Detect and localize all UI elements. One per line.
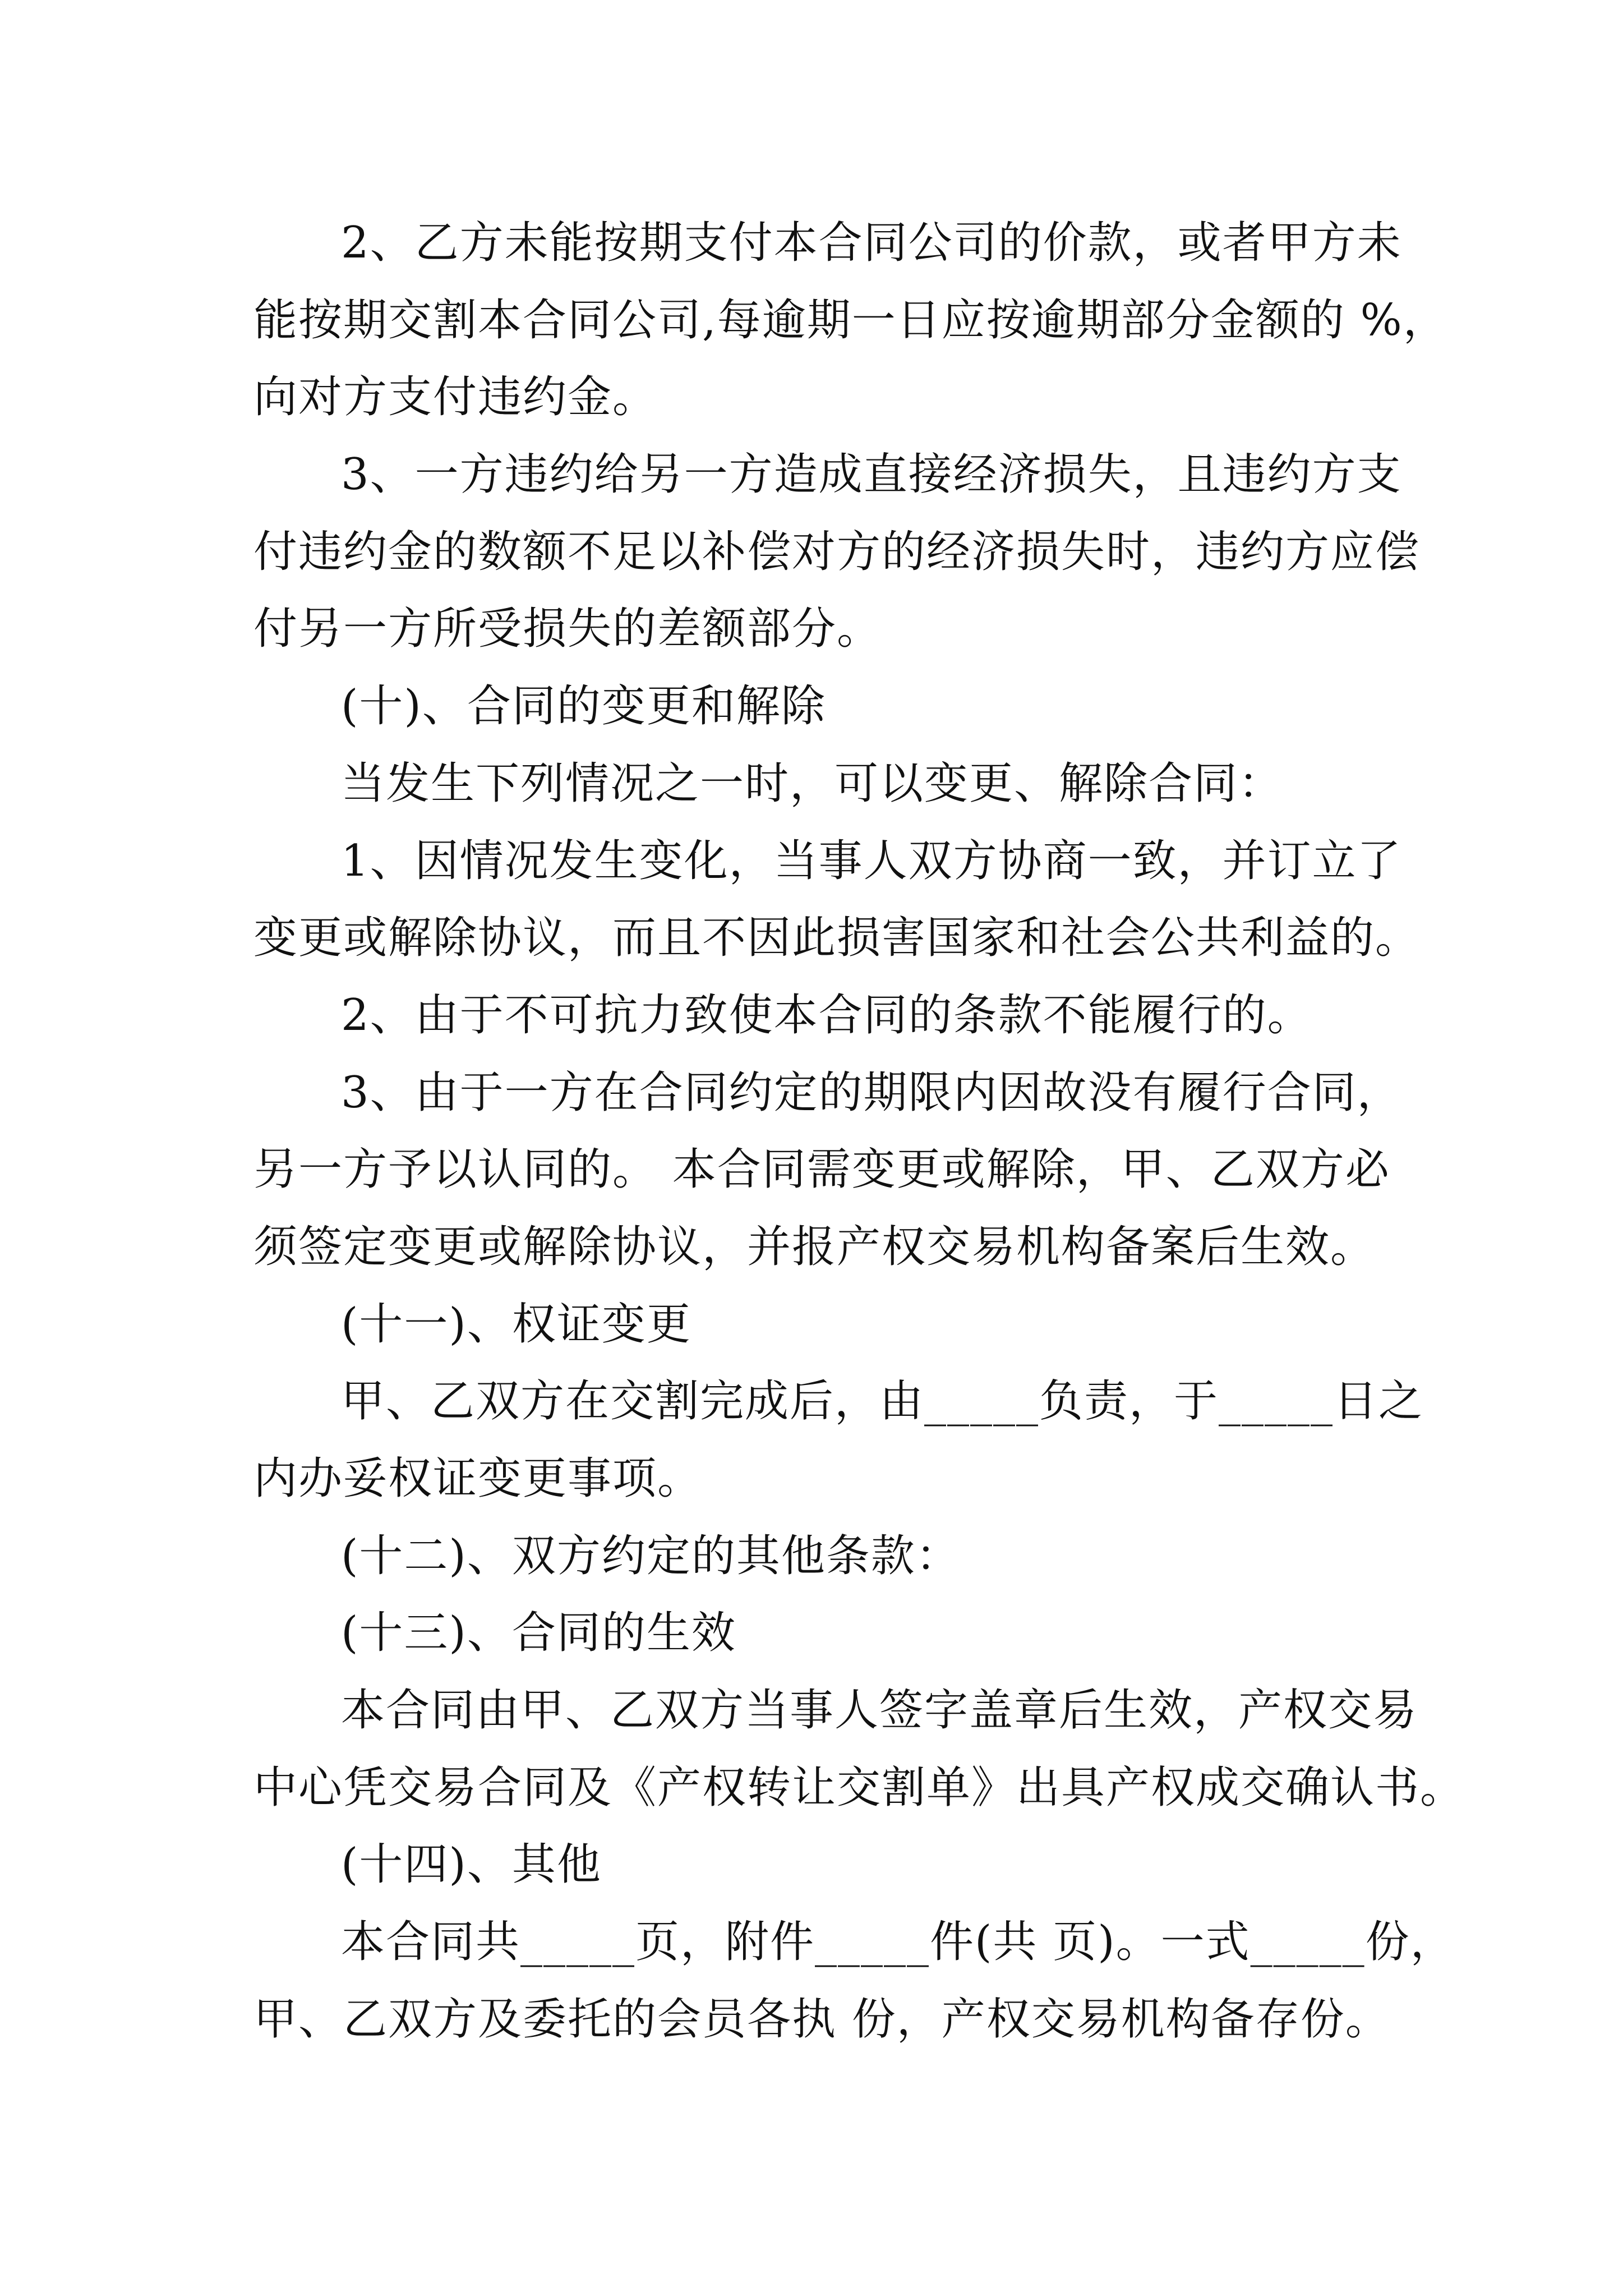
text-line: 另一方予以认同的。 本合同需变更或解除，甲、乙双方必 xyxy=(253,1144,1390,1195)
section-heading xyxy=(253,1826,1623,1904)
text-line: 本合同由甲、乙双方当事人签字盖章后生效，产权交易 xyxy=(341,1685,1418,1736)
clause-paragraph xyxy=(253,1055,1623,1286)
section-heading xyxy=(253,1595,1623,1672)
section-heading xyxy=(253,1518,1623,1595)
text-line: 中心凭交易合同及《产权转让交割单》出具产权成交确认书。 xyxy=(253,1762,1465,1813)
clause-paragraph xyxy=(253,1363,1623,1517)
text-line: 向对方支付违约金。 xyxy=(253,372,658,423)
text-line: 甲、乙双方及委托的会员各执 份，产权交易机构备存份。 xyxy=(253,1994,1390,2045)
section-heading xyxy=(253,668,1623,746)
text-line: 能按期交割本合同公司,每逾期一日应按逾期部分金额的 %， xyxy=(253,295,1448,346)
text-line: 当发生下列情况之一时，可以变更、解除合同： xyxy=(341,758,1284,809)
text-line: 2、由于不可抗力致使本合同的条款不能履行的。 xyxy=(341,990,1312,1041)
text-line: 须签定变更或解除协议，并报产权交易机构备案后生效。 xyxy=(253,1221,1376,1272)
section-heading-text: (十二)、双方约定的其他条款： xyxy=(341,1530,961,1581)
text-line: 2、乙方未能按期支付本合同公司的价款，或者甲方未 xyxy=(341,218,1402,268)
section-heading-text: (十四)、其他 xyxy=(341,1839,602,1890)
text-line: 3、由于一方在合同约定的期限内因故没有履行合同， xyxy=(341,1067,1402,1118)
text-line: 甲、乙双方在交割完成后，由_____负责，于_____日之 xyxy=(341,1376,1424,1427)
text-line: 变更或解除协议，而且不因此损害国家和社会公共利益的。 xyxy=(253,913,1421,964)
text-line: 付另一方所受损失的差额部分。 xyxy=(253,604,882,655)
clause-paragraph xyxy=(253,746,1623,823)
clause-paragraph xyxy=(253,1672,1623,1826)
section-heading-text: (十)、合同的变更和解除 xyxy=(341,681,826,732)
section-heading-text: (十三)、合同的生效 xyxy=(341,1608,736,1659)
text-line: 本合同共_____页，附件_____件(共 页)。一式_____份， xyxy=(341,1917,1455,1968)
section-heading xyxy=(253,1286,1623,1364)
clause-paragraph xyxy=(253,823,1623,977)
text-line: 内办妥权证变更事项。 xyxy=(253,1453,703,1504)
clause-paragraph xyxy=(253,436,1623,668)
section-heading-text: (十一)、权证变更 xyxy=(341,1299,691,1350)
clause-paragraph xyxy=(253,205,1623,436)
clause-paragraph xyxy=(253,1904,1623,2058)
clause-paragraph xyxy=(253,977,1623,1055)
text-line: 1、因情况发生变化，当事人双方协商一致，并订立了 xyxy=(341,835,1402,886)
text-line: 3、一方违约给另一方造成直接经济损失，且违约方支 xyxy=(341,449,1402,500)
text-line: 付违约金的数额不足以补偿对方的经济损失时，违约方应偿 xyxy=(253,526,1421,577)
